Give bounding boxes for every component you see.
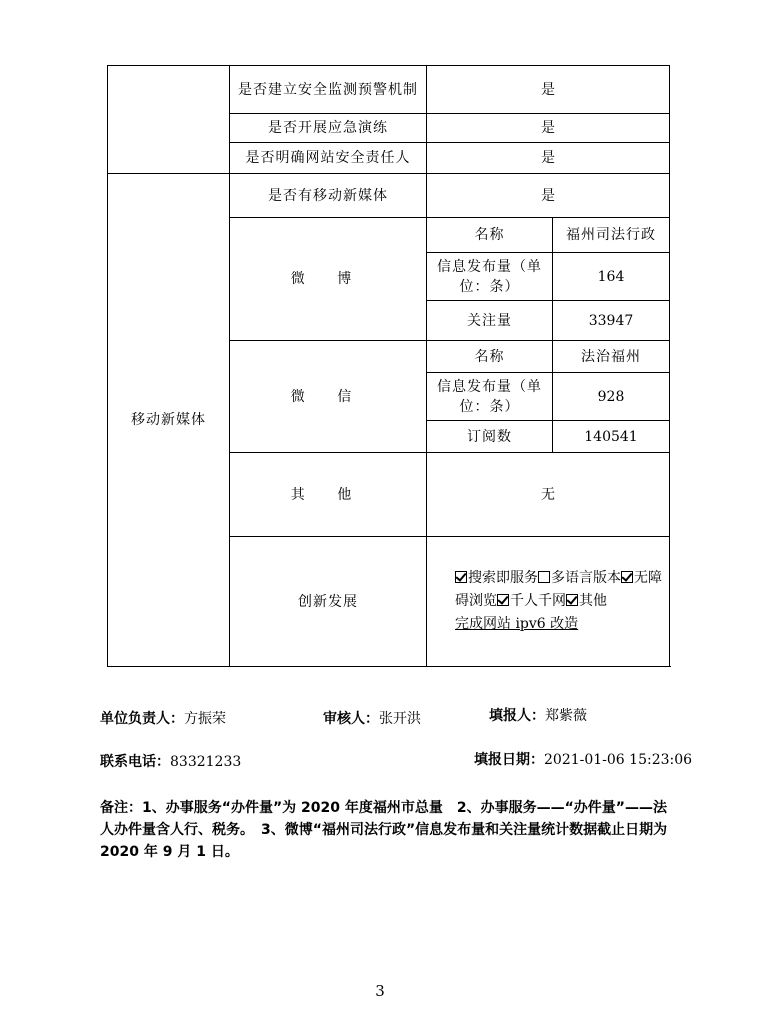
weibo-posts-label: 信息发布量（单位：条）	[427, 253, 553, 301]
weibo-posts-value: 164	[553, 253, 670, 301]
option-multilingual[interactable]: 多语言版本	[538, 570, 621, 586]
weibo-follow-value: 33947	[553, 301, 670, 341]
wechat-posts-value: 928	[553, 373, 670, 421]
wechat-label: 微 信	[230, 341, 427, 453]
page-number: 3	[375, 982, 385, 1000]
option-personalized[interactable]: 千人千网	[497, 593, 566, 609]
security-label-cell: 是否建立安全监测预警机制	[230, 66, 427, 114]
wechat-name-label: 名称	[427, 341, 553, 373]
table-row	[108, 174, 670, 218]
checked-checkbox-icon[interactable]	[566, 594, 578, 606]
innovation-options-cell	[427, 537, 670, 667]
option-accessibility[interactable]: 无障碍浏览	[455, 570, 662, 609]
checked-checkbox-icon[interactable]	[497, 594, 509, 606]
weibo-name-label: 名称	[427, 218, 553, 253]
reviewer-value: 张开洪	[379, 711, 421, 727]
innovation-label: 创新发展	[230, 537, 427, 667]
mobile-has-value: 是	[427, 174, 670, 218]
table-row	[108, 66, 670, 114]
fill-date: 填报日期：2021-01-06 15:23:06	[474, 752, 693, 768]
unchecked-checkbox-icon[interactable]	[538, 571, 550, 583]
wechat-name-value: 法治福州	[553, 341, 670, 373]
security-value-cell: 是	[427, 114, 670, 143]
wechat-sub-value: 140541	[553, 421, 670, 453]
fill-date-value: 2021-01-06 15:23:06	[544, 752, 693, 768]
report-sheet	[107, 65, 669, 666]
weibo-label: 微 博	[230, 218, 427, 341]
other-description: 完成网站 ipv6 改造	[455, 616, 579, 632]
other-label: 其 他	[230, 453, 427, 537]
security-label-cell: 是否明确网站安全责任人	[230, 143, 427, 174]
unit-head-value: 方振荣	[184, 711, 226, 727]
checked-checkbox-icon[interactable]	[621, 571, 633, 583]
phone-value: 83321233	[170, 754, 242, 770]
reviewer: 审核人：张开洪	[323, 711, 421, 727]
option-other[interactable]: 其他	[566, 593, 607, 609]
security-section-cell	[108, 66, 230, 174]
remarks-note: 备注：1、办事服务“办件量”为 2020 年度福州市总量 2、办事服务——“办件量”——法人办件量含人行、税务。 3、微博“福州司法行政”信息发布量和关注量统计数据截止日期为 2020 年 9 月 1 日。	[100, 800, 668, 860]
phone: 联系电话：83321233	[100, 754, 242, 770]
weibo-name-value: 福州司法行政	[553, 218, 670, 253]
filler: 填报人：郑紫薇	[489, 708, 587, 724]
other-value: 无	[427, 453, 670, 537]
checked-checkbox-icon[interactable]	[455, 571, 467, 583]
wechat-posts-label: 信息发布量（单位：条）	[427, 373, 553, 421]
report-table	[107, 65, 670, 667]
weibo-follow-label: 关注量	[427, 301, 553, 341]
filler-value: 郑紫薇	[545, 708, 587, 724]
option-search-service[interactable]: 搜索即服务	[455, 570, 538, 586]
security-label-cell: 是否开展应急演练	[230, 114, 427, 143]
security-value-cell: 是	[427, 143, 670, 174]
unit-head: 单位负责人：方振荣	[100, 711, 226, 727]
mobile-has-label: 是否有移动新媒体	[230, 174, 427, 218]
wechat-sub-label: 订阅数	[427, 421, 553, 453]
mobile-section-label: 移动新媒体	[108, 174, 230, 667]
security-value-cell: 是	[427, 66, 670, 114]
